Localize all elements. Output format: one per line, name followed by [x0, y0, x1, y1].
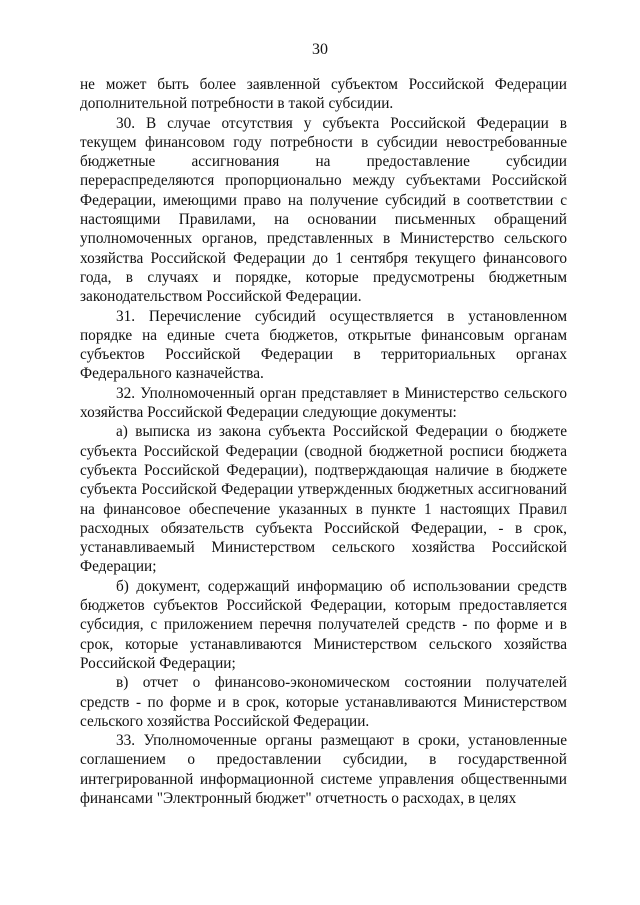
- paragraph-33: 33. Уполномоченные органы размещают в сроки, установленные соглашением о предоставлении субсидии, в государственной интегрированной информационной системе управления общественными финансами "Электронный бюджет" отчетность о расходах, в целях: [80, 732, 567, 807]
- paragraph-31: 31. Перечисление субсидий осуществляется в установленном порядке на единые счета бюджетов, открытые финансовым органам субъектов Российской Федерации в территориальных органах Федерального казначейства.: [80, 307, 567, 383]
- paragraph-32-a: а) выписка из закона субъекта Российской Федерации о бюджете субъекта Российской Федерации (сводной бюджетной росписи бюджета субъекта Российской Федерации), подтверждающая наличие в бюджете субъекта Российской Федерации утвержденных бюджетных ассигнований на финансовое обеспечение указанных в пункте 1 настоящих Правил расходных обязательств субъекта Российской Федерации, - в срок, устанавливаемый Министерством сельского хозяйства Российской Федерации;: [80, 423, 567, 576]
- paragraph-32-b: б) документ, содержащий информацию об использовании средств бюджетов субъектов Российской Федерации, которым предоставляется субсидия, с приложением перечня получателей средств - по форме и в срок, которые устанавливаются Министерством сельского хозяйства Российской Федерации;: [80, 577, 567, 672]
- page-number: 30: [312, 41, 328, 58]
- document-body: [80, 75, 567, 808]
- paragraph-continuation: не может быть более заявленной субъектом Российской Федерации дополнительной потребности в такой субсидии.: [80, 76, 567, 113]
- paragraph-32: 32. Уполномоченный орган представляет в Министерство сельского хозяйства Российской Федерации следующие документы:: [80, 384, 567, 422]
- paragraph-32-c: в) отчет о финансово-экономическом состоянии получателей средств - по форме и в срок, которые устанавливаются Министерством сельского хозяйства Российской Федерации.: [80, 674, 567, 730]
- paragraph-30: 30. В случае отсутствия у субъекта Российской Федерации в текущем финансовом году потребности в субсидии невостребованные бюджетные ассигнования на предоставление субсидии перераспределяются пропорционально между субъектами Российской Федерации, имеющими право на получение субсидий в соответствии с настоящими Правилами, на основании письменных обращений уполномоченных органов, представленных в Министерство сельского хозяйства Российской Федерации до 1 сентября текущего финансового года, в случаях и порядке, которые предусмотрены бюджетным законодательством Российской Федерации.: [80, 114, 567, 306]
